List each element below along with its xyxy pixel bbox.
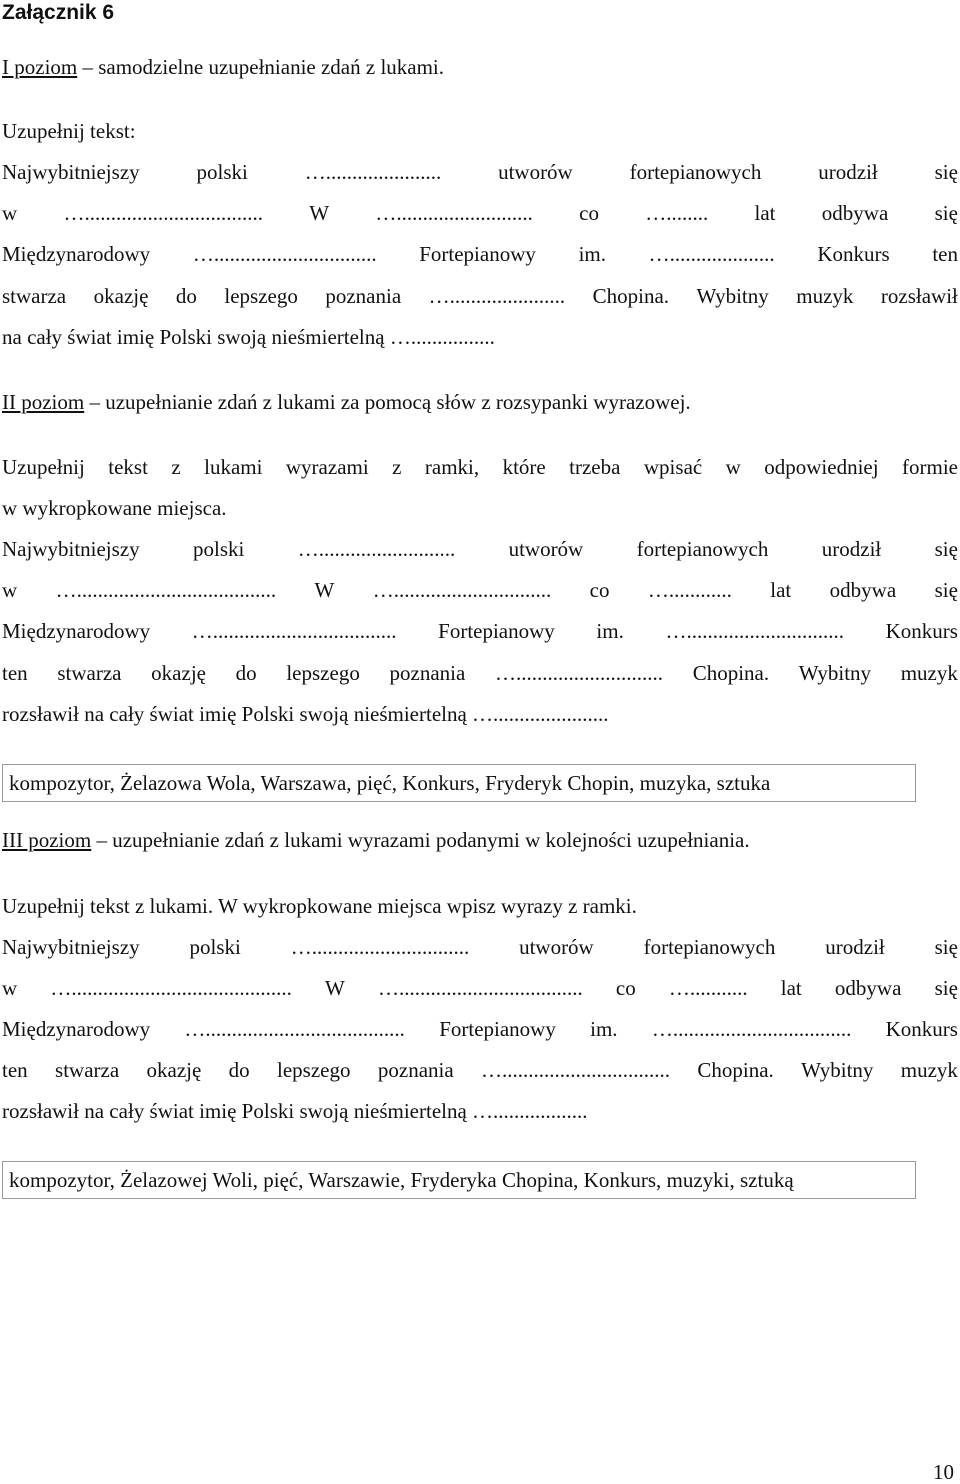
- level1-description: – samodzielne uzupełnianie zdań z lukami.: [77, 55, 445, 79]
- word: W: [309, 201, 330, 225]
- word: …......................: [304, 160, 442, 184]
- word: …..............................: [290, 935, 470, 959]
- word: …......................: [428, 284, 566, 308]
- level3-line-3: [2, 1016, 958, 1042]
- word: Konkurs: [885, 1017, 958, 1041]
- word: …................................: [481, 1058, 671, 1082]
- word: Fortepianowy: [419, 242, 536, 266]
- level1-line-1: [2, 159, 958, 185]
- word: odbywa: [821, 201, 889, 225]
- word: W: [324, 976, 345, 1000]
- word: Najwybitniejszy: [2, 160, 140, 184]
- word: Konkurs: [817, 242, 890, 266]
- word: Międzynarodowy: [2, 619, 151, 643]
- page-number: 10: [933, 1460, 954, 1484]
- word: utworów: [519, 935, 594, 959]
- word: odbywa: [829, 578, 897, 602]
- word: trzeba: [569, 455, 621, 479]
- word: fortepianowych: [629, 160, 762, 184]
- word: …..........................: [297, 537, 456, 561]
- level1-line-5: na cały świat imię Polski swoją nieśmiertelną …................: [2, 325, 495, 349]
- word: poznania: [377, 1058, 454, 1082]
- level3-line-2: [2, 975, 958, 1001]
- word: Chopina.: [697, 1058, 774, 1082]
- level3-label: III poziom: [2, 828, 92, 852]
- level2-word-box: kompozytor, Żelazowa Wola, Warszawa, pięć, Konkurs, Fryderyk Chopin, muzyka, sztuka: [2, 764, 916, 802]
- level2-line-5: rozsławił na cały świat imię Polski swoją nieśmiertelną …......................: [2, 702, 609, 726]
- word: …...............................: [192, 242, 377, 266]
- word: ramki,: [424, 455, 480, 479]
- word: ten: [932, 242, 958, 266]
- word: Międzynarodowy: [2, 242, 151, 266]
- word: …..................................: [651, 1017, 852, 1041]
- level1-line-2: [2, 200, 958, 226]
- word: do: [235, 661, 257, 685]
- word: …......................................: [184, 1017, 405, 1041]
- word: się: [934, 537, 958, 561]
- level1-line-3: [2, 241, 958, 267]
- level3-instruction: Uzupełnij tekst z lukami. W wykropkowane miejsca wpisz wyrazy z ramki.: [2, 894, 637, 918]
- word: muzyk: [796, 284, 854, 308]
- word: lat: [754, 201, 776, 225]
- word: co: [589, 578, 610, 602]
- level1-label: I poziom: [2, 55, 78, 79]
- word: okazję: [146, 1058, 202, 1082]
- word: Międzynarodowy: [2, 1017, 151, 1041]
- word: Chopina.: [692, 661, 770, 685]
- level3-line-1: [2, 934, 958, 960]
- word: polski: [196, 160, 248, 184]
- word: utworów: [508, 537, 584, 561]
- word: fortepianowych: [643, 935, 776, 959]
- word: się: [934, 578, 958, 602]
- word: rozsławił: [880, 284, 958, 308]
- word: stwarza: [55, 1058, 120, 1082]
- word: z: [171, 455, 181, 479]
- word: wpisać: [643, 455, 703, 479]
- word: Fortepianowy: [439, 1017, 556, 1041]
- word: w: [2, 201, 18, 225]
- page-title: Załącznik 6: [2, 1, 115, 24]
- word: …..............................: [372, 578, 552, 602]
- word: im.: [596, 619, 624, 643]
- word: …...........: [668, 976, 748, 1000]
- word: w: [2, 578, 18, 602]
- level3-line-5: rozsławił na cały świat imię Polski swoją nieśmiertelną …..................: [2, 1099, 588, 1123]
- word: okazję: [151, 661, 206, 685]
- word: muzyk: [900, 661, 958, 685]
- word: odpowiedniej: [764, 455, 879, 479]
- word: poznania: [389, 661, 466, 685]
- level3-heading: [2, 827, 958, 853]
- word: wyrazami: [285, 455, 369, 479]
- word: polski: [189, 935, 241, 959]
- word: Fortepianowy: [438, 619, 555, 643]
- level3-line-4: [2, 1057, 958, 1083]
- word: poznania: [325, 284, 402, 308]
- word: …..........................: [375, 201, 533, 225]
- word: tekst: [108, 455, 148, 479]
- word: …............: [647, 578, 732, 602]
- word: urodził: [825, 935, 885, 959]
- word: utworów: [498, 160, 573, 184]
- word: fortepianowych: [636, 537, 769, 561]
- level2-line-2: [2, 577, 958, 603]
- word: w: [725, 455, 741, 479]
- level2-line-3: [2, 618, 958, 644]
- level1-heading: [2, 54, 958, 80]
- word: lepszego: [277, 1058, 351, 1082]
- word: do: [228, 1058, 250, 1082]
- word: odbywa: [834, 976, 902, 1000]
- level2-instruction-line-1: [2, 454, 958, 480]
- word: w: [2, 976, 18, 1000]
- level1-line-4: [2, 283, 958, 309]
- word: lukami: [204, 455, 263, 479]
- word: …............................: [495, 661, 663, 685]
- word: co: [615, 976, 636, 1000]
- word: Wybitny: [696, 284, 769, 308]
- word: Wybitny: [801, 1058, 874, 1082]
- word: formie: [902, 455, 958, 479]
- word: Najwybitniejszy: [2, 537, 140, 561]
- word: Najwybitniejszy: [2, 935, 140, 959]
- word: …......................................: [55, 578, 277, 602]
- word: lat: [770, 578, 792, 602]
- word: …...................................: [377, 976, 583, 1000]
- word: …..................................: [63, 201, 263, 225]
- level2-description: – uzupełnianie zdań z lukami za pomocą słów z rozsypanki wyrazowej.: [84, 390, 691, 414]
- word: stwarza: [2, 284, 67, 308]
- word: …..........................................: [50, 976, 292, 1000]
- word: stwarza: [57, 661, 122, 685]
- word: z: [392, 455, 402, 479]
- word: które: [502, 455, 546, 479]
- level3-word-box: kompozytor, Żelazowej Woli, pięć, Warszawie, Fryderyka Chopina, Konkurs, muzyki, sztuką: [2, 1161, 916, 1199]
- word: lepszego: [224, 284, 298, 308]
- word: się: [934, 160, 958, 184]
- word: Chopina.: [592, 284, 670, 308]
- word: okazję: [93, 284, 149, 308]
- level3-description: – uzupełnianie zdań z lukami wyrazami podanymi w kolejności uzupełniania.: [91, 828, 750, 852]
- level2-heading: [2, 389, 958, 415]
- word: …..............................: [665, 619, 844, 643]
- word: ten: [2, 1058, 28, 1082]
- word: się: [934, 201, 958, 225]
- word: co: [579, 201, 599, 225]
- word: muzyk: [900, 1058, 958, 1082]
- word: się: [934, 976, 958, 1000]
- level2-line-1: [2, 536, 958, 562]
- word: lat: [780, 976, 802, 1000]
- level2-instruction-line-2: w wykropkowane miejsca.: [2, 496, 227, 520]
- word: do: [175, 284, 197, 308]
- level2-label: II poziom: [2, 390, 85, 414]
- word: urodził: [818, 160, 878, 184]
- level2-line-4: [2, 660, 958, 686]
- word: ten: [2, 661, 28, 685]
- word: polski: [193, 537, 245, 561]
- word: …....................: [648, 242, 775, 266]
- level1-instruction: Uzupełnij tekst:: [2, 119, 136, 143]
- word: …........: [645, 201, 709, 225]
- word: W: [314, 578, 335, 602]
- word: Konkurs: [885, 619, 958, 643]
- word: im.: [590, 1017, 618, 1041]
- word: Wybitny: [798, 661, 872, 685]
- word: im.: [578, 242, 606, 266]
- word: urodził: [821, 537, 882, 561]
- word: lepszego: [286, 661, 360, 685]
- word: się: [934, 935, 958, 959]
- word: Uzupełnij: [2, 455, 85, 479]
- word: …...................................: [191, 619, 397, 643]
